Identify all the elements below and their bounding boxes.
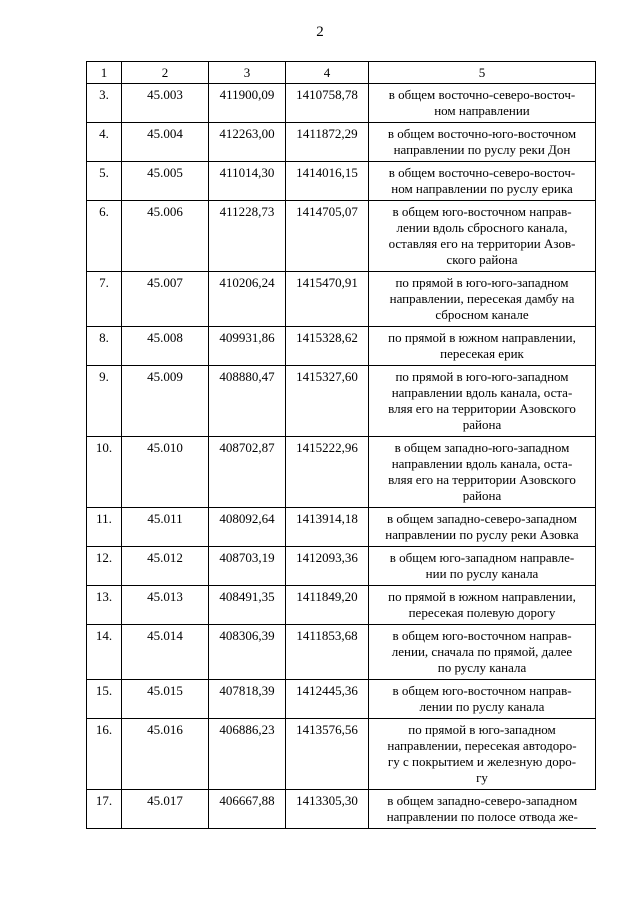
table-row [87,201,596,272]
table-row [87,790,596,829]
y-coordinate-cell: 1411872,29 [286,123,369,162]
point-id-cell: 45.009 [122,366,209,437]
column-header: 2 [122,62,209,84]
direction-description-cell: в общем восточно-северо-восточ- ном направлении по руслу ерика [369,162,596,201]
x-coordinate-cell: 408702,87 [209,437,286,508]
direction-description-cell: в общем юго-восточном направ- лении, сначала по прямой, далее по руслу канала [369,625,596,680]
y-coordinate-cell: 1410758,78 [286,84,369,123]
x-coordinate-cell: 412263,00 [209,123,286,162]
row-number-cell: 12. [87,547,122,586]
x-coordinate-cell: 408306,39 [209,625,286,680]
point-id-cell: 45.014 [122,625,209,680]
row-number-cell: 13. [87,586,122,625]
row-number-cell: 15. [87,680,122,719]
row-number-cell: 4. [87,123,122,162]
direction-description-cell: в общем юго-восточном направ- лении вдоль сбросного канала, оставляя его на территории Азов- ского района [369,201,596,272]
column-header: 1 [87,62,122,84]
point-id-cell: 45.005 [122,162,209,201]
table-row [87,680,596,719]
y-coordinate-cell: 1411849,20 [286,586,369,625]
x-coordinate-cell: 408703,19 [209,547,286,586]
x-coordinate-cell: 410206,24 [209,272,286,327]
direction-description-cell: в общем юго-западном направле- нии по руслу канала [369,547,596,586]
y-coordinate-cell: 1415470,91 [286,272,369,327]
x-coordinate-cell: 411228,73 [209,201,286,272]
direction-description-cell: по прямой в юго-юго-западном направлении вдоль канала, оста- вляя его на территории Азовского района [369,366,596,437]
y-coordinate-cell: 1413914,18 [286,508,369,547]
direction-description-cell: в общем западно-северо-западном направлении по руслу реки Азовка [369,508,596,547]
y-coordinate-cell: 1413305,30 [286,790,369,829]
table-row [87,84,596,123]
column-header: 3 [209,62,286,84]
y-coordinate-cell: 1414705,07 [286,201,369,272]
point-id-cell: 45.011 [122,508,209,547]
row-number-cell: 11. [87,508,122,547]
row-number-cell: 14. [87,625,122,680]
table-row [87,586,596,625]
boundary-points-table [86,61,596,829]
y-coordinate-cell: 1415327,60 [286,366,369,437]
table-header-row [87,62,596,84]
direction-description-cell: в общем западно-северо-западном направлении по полосе отвода же- [369,790,596,829]
point-id-cell: 45.003 [122,84,209,123]
y-coordinate-cell: 1415222,96 [286,437,369,508]
point-id-cell: 45.016 [122,719,209,790]
row-number-cell: 10. [87,437,122,508]
table-row [87,547,596,586]
row-number-cell: 8. [87,327,122,366]
page-number: 2 [316,24,324,40]
direction-description-cell: в общем западно-юго-западном направлении вдоль канала, оста- вляя его на территории Азовского района [369,437,596,508]
x-coordinate-cell: 408491,35 [209,586,286,625]
table-row [87,437,596,508]
row-number-cell: 3. [87,84,122,123]
point-id-cell: 45.010 [122,437,209,508]
column-header: 4 [286,62,369,84]
point-id-cell: 45.013 [122,586,209,625]
direction-description-cell: в общем восточно-юго-восточном направлении по руслу реки Дон [369,123,596,162]
point-id-cell: 45.012 [122,547,209,586]
point-id-cell: 45.008 [122,327,209,366]
table-row [87,162,596,201]
y-coordinate-cell: 1412093,36 [286,547,369,586]
point-id-cell: 45.006 [122,201,209,272]
table-row [87,272,596,327]
table-row [87,123,596,162]
y-coordinate-cell: 1415328,62 [286,327,369,366]
x-coordinate-cell: 409931,86 [209,327,286,366]
point-id-cell: 45.015 [122,680,209,719]
direction-description-cell: по прямой в юго-западном направлении, пересекая автодоро- гу с покрытием и железную доро- гу [369,719,596,790]
table-row [87,327,596,366]
y-coordinate-cell: 1413576,56 [286,719,369,790]
direction-description-cell: в общем юго-восточном направ- лении по руслу канала [369,680,596,719]
x-coordinate-cell: 408880,47 [209,366,286,437]
direction-description-cell: по прямой в южном направлении, пересекая ерик [369,327,596,366]
table-row [87,366,596,437]
point-id-cell: 45.007 [122,272,209,327]
x-coordinate-cell: 406667,88 [209,790,286,829]
direction-description-cell: по прямой в юго-юго-западном направлении, пересекая дамбу на сбросном канале [369,272,596,327]
x-coordinate-cell: 407818,39 [209,680,286,719]
table-row [87,625,596,680]
x-coordinate-cell: 408092,64 [209,508,286,547]
row-number-cell: 7. [87,272,122,327]
x-coordinate-cell: 406886,23 [209,719,286,790]
y-coordinate-cell: 1414016,15 [286,162,369,201]
row-number-cell: 17. [87,790,122,829]
x-coordinate-cell: 411014,30 [209,162,286,201]
x-coordinate-cell: 411900,09 [209,84,286,123]
y-coordinate-cell: 1411853,68 [286,625,369,680]
row-number-cell: 5. [87,162,122,201]
column-header: 5 [369,62,596,84]
table-row [87,719,596,790]
table-row [87,508,596,547]
direction-description-cell: по прямой в южном направлении, пересекая полевую дорогу [369,586,596,625]
row-number-cell: 6. [87,201,122,272]
row-number-cell: 16. [87,719,122,790]
point-id-cell: 45.017 [122,790,209,829]
point-id-cell: 45.004 [122,123,209,162]
row-number-cell: 9. [87,366,122,437]
direction-description-cell: в общем восточно-северо-восточ- ном направлении [369,84,596,123]
y-coordinate-cell: 1412445,36 [286,680,369,719]
